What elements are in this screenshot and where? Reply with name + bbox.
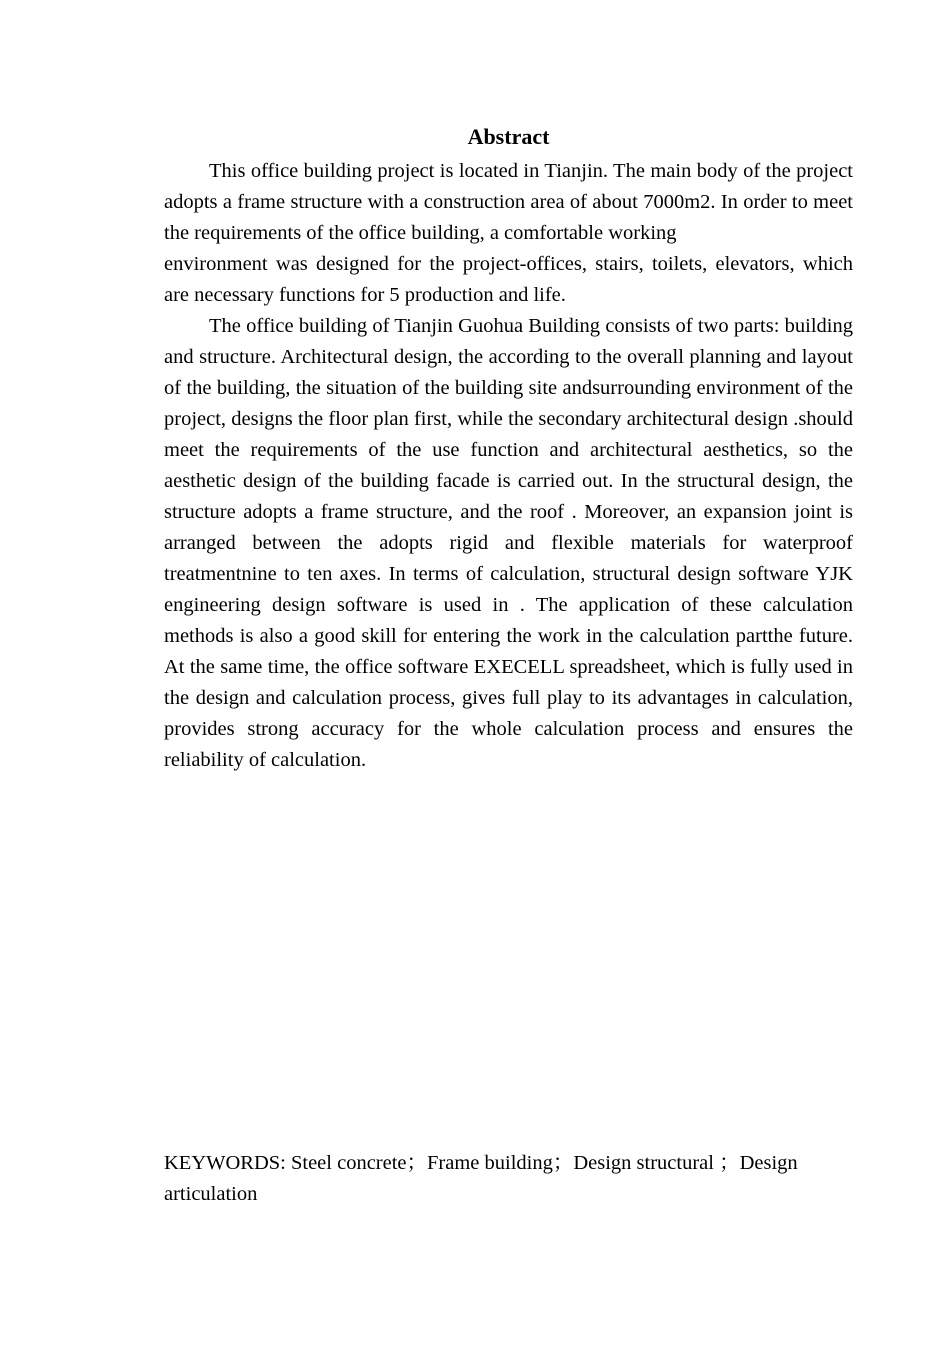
abstract-body bbox=[164, 156, 853, 776]
abstract-paragraph-1-continued: environment was designed for the project-offices, stairs, toilets, elevators, which are necessary functions for 5 production and life. bbox=[164, 253, 853, 306]
abstract-paragraph-1: This office building project is located in Tianjin. The main body of the project adopts a frame structure with a construction area of about 7000m2. In order to meet the requirements of the office building, a comfortable working bbox=[164, 160, 853, 244]
abstract-paragraph-2: The office building of Tianjin Guohua Building consists of two parts: building and structure. Architectural design, the according to the overall planning and layout of the building, the situation of the building site andsurrounding environment of the project, designs the floor plan first, while the secondary architectural design .should meet the requirements of the use function and architectural aesthetics, so the aesthetic design of the building facade is carried out. In the structural design, the structure adopts a frame structure, and the roof . Moreover, an expansion joint is arranged between the adopts rigid and flexible materials for waterproof treatmentnine to ten axes. In terms of calculation, structural design software YJK engineering design software is used in . The application of these calculation methods is also a good skill for entering the work in the calculation partthe future. At the same time, the office software EXECELL spreadsheet, which is fully used in the design and calculation process, gives full play to its advantages in calculation, provides strong accuracy for the whole calculation process and ensures the reliability of calculation. bbox=[164, 315, 853, 771]
abstract-heading: Abstract bbox=[467, 124, 550, 149]
keywords-line: KEYWORDS: Steel concrete；Frame building；Design structural ；Design articulation bbox=[164, 1152, 798, 1205]
